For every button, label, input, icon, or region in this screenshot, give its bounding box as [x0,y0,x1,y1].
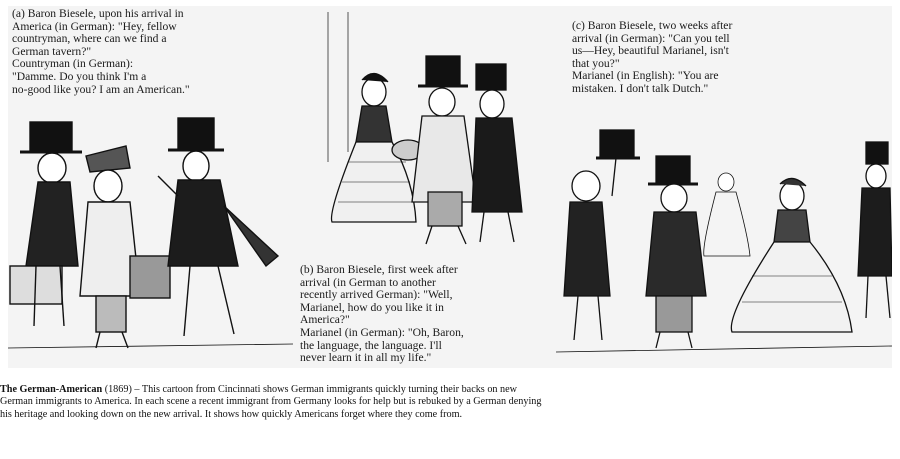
scene-c-illustration [556,126,892,358]
scene-b-illustration [308,12,538,252]
scene-a-illustration [8,116,293,356]
figure-caption [0,384,900,421]
caption-scene-a: (a) Baron Biesele, upon his arrival in America (in German): "Hey, fellow countryman, where can we find a German tavern?" Countryman (in German): "Damme. Do you think I'm a no-good like you? I am an American." [12,7,190,96]
caption-scene-c: (c) Baron Biesele, two weeks after arrival (in German): "Can you tell us—Hey, beautiful Marianel, isn't that you?" Marianel (in English): "You are mistaken. I don't talk Dutch." [572,19,733,95]
caption-year: (1869) [102,384,132,395]
caption-scene-b: (b) Baron Biesele, first week after arrival (in German to another recently arrived German): "Well, Marianel, how do you like it in America?" Marianel (in German): "Oh, Baron, the language, the language. I'll never learn it in all my life." [300,263,464,365]
caption-title: The German-American [0,384,103,395]
caption-line-1 [0,384,900,396]
cartoon-image [8,6,892,368]
caption-line-3: his heritage and looking down on the new arrival. It shows how quickly Americans forget where they come from. [0,408,463,420]
caption-line-1-text: – This cartoon from Cincinnati shows German immigrants quickly turning their backs on new [131,384,518,395]
caption-line-2: German immigrants to America. In each scene a recent immigrant from Germany looks for help but is rebuked by a German denying [0,396,542,408]
